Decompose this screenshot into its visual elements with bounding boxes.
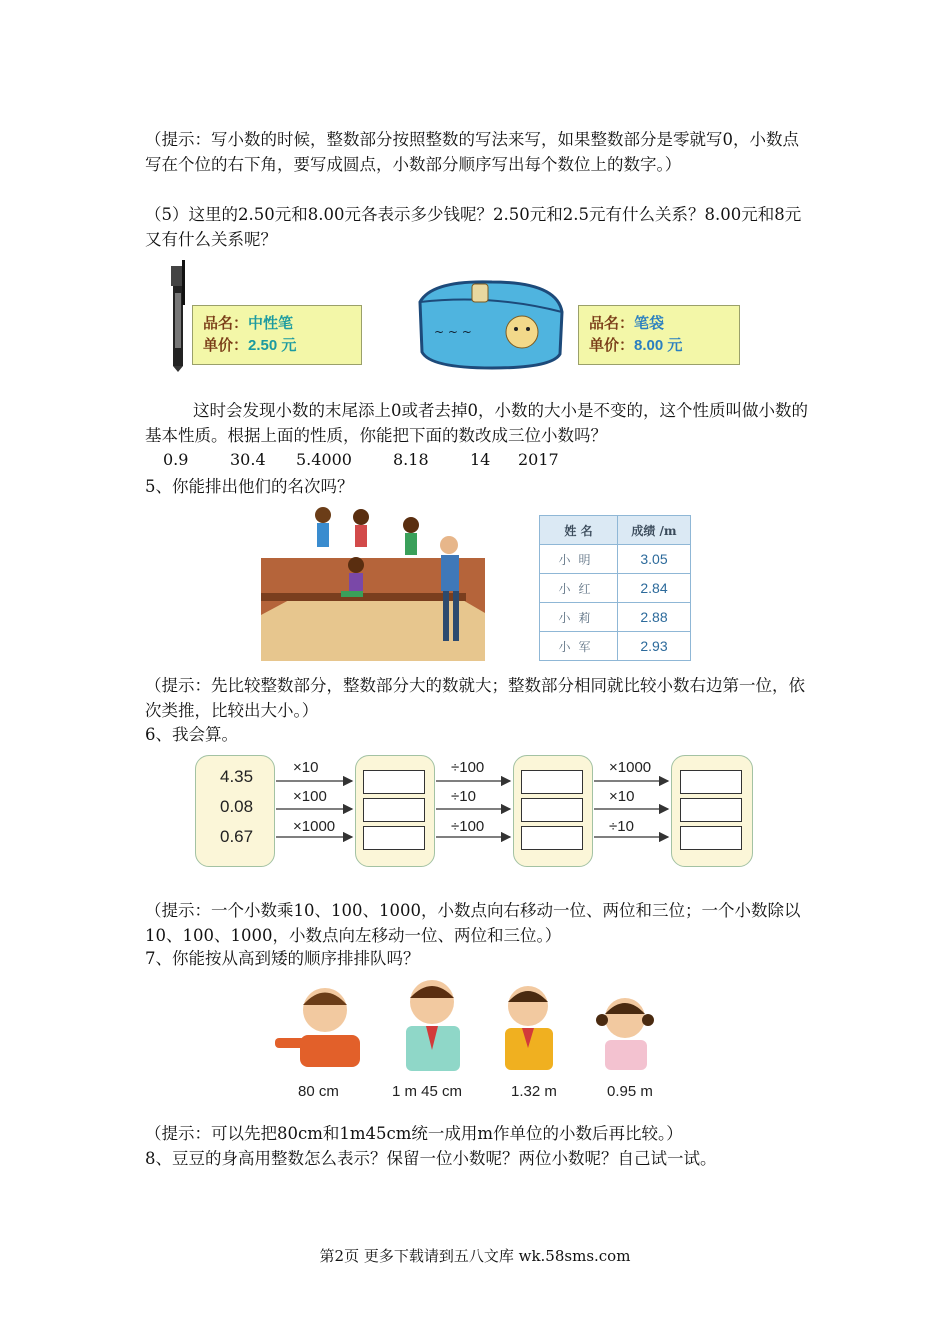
operation-label: ×1000 [293, 818, 336, 835]
svg-text:~ ~ ~: ~ ~ ~ [434, 325, 472, 339]
student-score: 2.84 [618, 574, 691, 603]
student-score: 2.93 [618, 632, 691, 661]
price-label: 单价： [203, 336, 249, 354]
start-number: 4.35 [220, 767, 254, 786]
product-name: 笔袋 [634, 314, 665, 332]
hint-compare-decimals: （提示：先比较整数部分，整数部分大的数就大；整数部分相同就比较小数右边第一位，依次类推，比较出大小。） [145, 676, 805, 720]
operation-label: ÷10 [451, 788, 476, 805]
student-name: 小莉 [540, 603, 618, 632]
question-6: 6、我会算。 [145, 725, 238, 744]
number-item: 8.18 [393, 450, 429, 469]
number-item: 30.4 [230, 450, 266, 469]
product-price: 2.50 元 [248, 337, 297, 354]
operation-label: ×1000 [609, 759, 652, 776]
hint-move-decimal-point: （提示：一个小数乘10、100、1000，小数点向右移动一位、两位和三位；一个小数除以10、100、1000，小数点向左移动一位、两位和三位。） [145, 901, 801, 945]
height-label: 1 m 45 cm [392, 1083, 463, 1100]
hint-unify-units: （提示：可以先把80cm和1m45cm统一成用m作单位的小数后再比较。） [145, 1124, 683, 1143]
question-5-sub: （5）这里的2.50元和8.00元各表示多少钱呢？2.50元和2.5元有什么关系？8.00元和8元又有什么关系呢？ [145, 205, 802, 249]
number-item: 0.9 [163, 450, 189, 469]
question-7: 7、你能按从高到矮的顺序排排队吗？ [145, 949, 420, 968]
price-label: 单价： [589, 336, 635, 354]
start-number: 0.08 [220, 797, 254, 816]
operation-label: ÷100 [451, 818, 485, 835]
student-name: 小红 [540, 574, 618, 603]
basic-property-text: 这时会发现小数的末尾添上0或者去掉0，小数的大小是不变的，这个性质叫做小数的基本性质。根据上面的性质，你能把下面的数改成三位小数吗？ [145, 401, 808, 445]
product-price: 8.00 元 [634, 337, 683, 354]
height-label: 1.32 m [511, 1083, 557, 1100]
number-item: 14 [470, 450, 491, 469]
operation-label: ÷100 [451, 759, 485, 776]
product-name: 中性笔 [248, 314, 294, 332]
number-item: 5.4000 [296, 450, 352, 469]
number-item: 2017 [518, 450, 559, 469]
student-score: 2.88 [618, 603, 691, 632]
operation-label: ×10 [293, 759, 319, 776]
operation-label: ÷10 [609, 818, 634, 835]
name-label: 品名： [203, 314, 249, 332]
student-name: 小军 [540, 632, 618, 661]
name-label: 品名： [589, 314, 635, 332]
hint-writing-decimals: （提示：写小数的时候，整数部分按照整数的写法来写，如果整数部分是零就写0，小数点写在个位的右下角，要写成圆点，小数部分顺序写出每个数位上的数字。） [145, 130, 799, 174]
children-image [270, 980, 670, 1075]
operation-label: ×100 [293, 788, 327, 805]
start-number: 0.67 [220, 827, 254, 846]
student-name: 小明 [540, 545, 618, 574]
header-score: 成绩 /m [618, 516, 691, 545]
student-score: 3.05 [618, 545, 691, 574]
height-label: 0.95 m [607, 1083, 653, 1100]
page-footer: 第2页 更多下载请到五八文库 wk.58sms.com [319, 1247, 631, 1265]
header-name: 姓 名 [540, 516, 618, 545]
height-label: 80 cm [298, 1083, 339, 1100]
operation-label: ×10 [609, 788, 635, 805]
question-8: 8、豆豆的身高用整数怎么表示？保留一位小数呢？两位小数呢？自己试一试。 [145, 1149, 717, 1168]
question-5: 5、你能排出他们的名次吗？ [145, 477, 354, 496]
